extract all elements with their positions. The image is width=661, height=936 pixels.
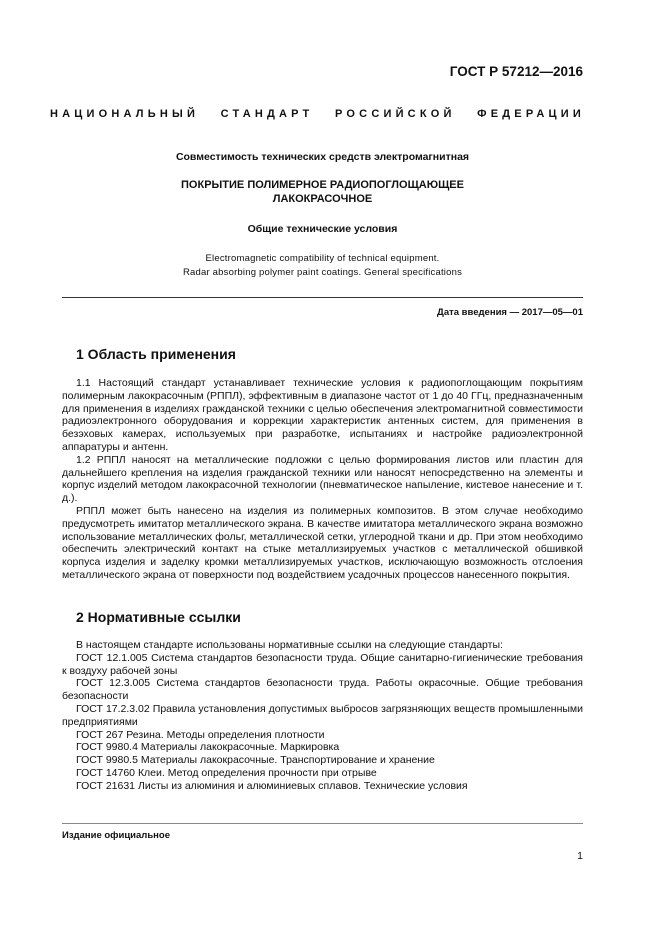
section-2-body [62, 639, 583, 793]
paragraph: 1.1 Настоящий стандарт устанавливает технические условия к радиопоглощающим покрытиям полимерным лакокрасочным (РППЛ), эффективным в диапазоне частот от 1 до 40 ГГц, предназначенным для применения в изделиях гражданской техники с целью обеспечения электромагнитной совместимости радиоэлектронного оборудования и коррекции характеристик антенных систем, для применения в безэховых камерах, используемых при разработке, испытаниях и настройке радиоэлектронной аппаратуры и антенн. [62, 377, 583, 453]
official-edition-label: Издание официальное [62, 830, 170, 841]
reference-item: ГОСТ 14760 Клеи. Метод определения прочности при отрыве [76, 766, 377, 779]
reference-item: ГОСТ 267 Резина. Методы определения плотности [76, 728, 325, 741]
footer-divider [62, 823, 583, 824]
divider [62, 297, 583, 298]
reference-item: ГОСТ 21631 Листы из алюминия и алюминиевых сплавов. Технические условия [76, 779, 468, 792]
english-title [62, 252, 583, 280]
reference-item: ГОСТ 12.1.005 Система стандартов безопасности труда. Общие санитарно-гигиенические требования к воздуху рабочей зоны [62, 651, 583, 677]
reference-item: ГОСТ 17.2.3.02 Правила установления допустимых выбросов загрязняющих веществ промышленными предприятиями [62, 702, 583, 728]
reference-item: ГОСТ 9980.5 Материалы лакокрасочные. Транспортирование и хранение [76, 754, 435, 767]
section-1-body [62, 377, 583, 582]
standard-main-title [62, 178, 583, 206]
title-line: ПОКРЫТИЕ ПОЛИМЕРНОЕ РАДИОПОГЛОЩАЮЩЕЕ [181, 179, 464, 191]
reference-item: ГОСТ 9980.4 Материалы лакокрасочные. Маркировка [76, 741, 340, 754]
standard-group-title: Совместимость технических средств электромагнитная [175, 151, 470, 163]
english-title-line: Radar absorbing polymer paint coatings. General specifications [182, 267, 463, 278]
standard-subtitle: Общие технические условия [247, 223, 398, 235]
effective-date: Дата введения — 2017—05—01 [437, 307, 583, 318]
document-number: ГОСТ Р 57212—2016 [449, 64, 583, 79]
section-2-heading: 2 Нормативные ссылки [76, 609, 241, 625]
page-number: 1 [577, 850, 583, 862]
paragraph: 1.2 РППЛ наносят на металлические подложки с целью формирования листов или пластин для дальнейшего крепления на изделия гражданской техники или наносят непосредственно на элементы и корпус изделий методом лакокрасочной технологии (пневматическое напыление, кистевое нанесение и т. д.). [62, 453, 583, 505]
english-title-line: Electromagnetic compatibility of technical equipment. [205, 253, 440, 264]
title-line: ЛАКОКРАСОЧНОЕ [272, 193, 373, 205]
paragraph: В настоящем стандарте использованы нормативные ссылки на следующие стандарты: [76, 639, 503, 651]
section-1-heading: 1 Область применения [76, 346, 236, 362]
national-standard-banner: НАЦИОНАЛЬНЫЙ СТАНДАРТ РОССИЙСКОЙ ФЕДЕРАЦИИ [50, 108, 585, 120]
paragraph: РППЛ может быть нанесено на изделия из полимерных композитов. В этом случае необходимо предусмотреть имитатор металлического экрана. В качестве имитатора металлического экрана возможно использование металлических фольг, металлической сетки, углеродной ткани и др. При этом необходимо обеспечить электрический контакт на стыке металлизируемых участков с металлической обшивкой корпуса изделия и заделку кромки металлизируемых участков, исключающую возможность отслоения металлического экрана от поверхности под воздействием усадочных процессов нанесенного покрытия. [62, 504, 583, 581]
reference-item: ГОСТ 12.3.005 Система стандартов безопасности труда. Работы окрасочные. Общие требования безопасности [62, 677, 583, 703]
